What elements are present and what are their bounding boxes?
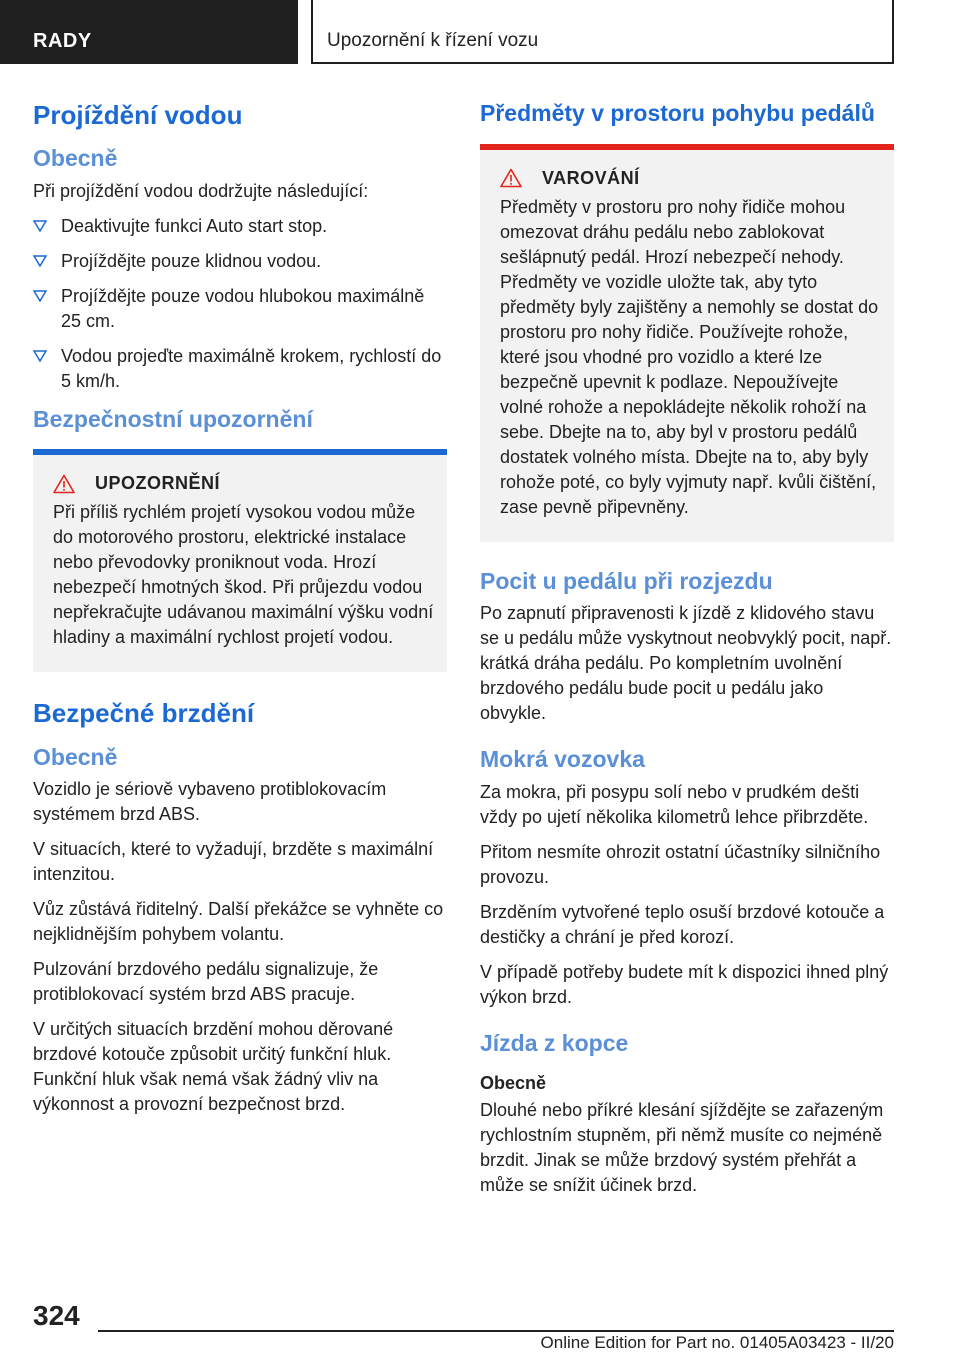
warning-triangle-icon	[500, 168, 522, 188]
footer-edition: Online Edition for Part no. 01405A03423 - II/20	[540, 1333, 894, 1352]
triangle-bullet-icon	[33, 290, 47, 302]
braking-paragraph: V situacích, které to vyžadují, brzděte s maximální intenzitou.	[33, 839, 434, 885]
wet-paragraph: Přitom nesmíte ohrozit ostatní účastníky silničního provozu.	[480, 841, 881, 887]
warning-label: VAROVÁNÍ	[542, 167, 640, 188]
notice-label: UPOZORNĚNÍ	[95, 473, 221, 494]
triangle-bullet-icon	[33, 255, 47, 267]
water-intro: Při projíždění vodou dodržujte následující:	[33, 180, 369, 201]
heading-wet-road: Mokrá vozovka	[480, 746, 645, 773]
subheading-general: Obecně	[33, 145, 118, 172]
water-bullet-list	[33, 214, 447, 394]
braking-paragraph: Pulzování brzdového pedálu signalizuje, že protiblokovací systém brzd ABS pracuje.	[33, 959, 379, 1005]
heading-safe-braking: Bezpečné brzdění	[33, 698, 255, 729]
heading-pedal-feel: Pocit u pedálu při rozjezdu	[480, 567, 773, 594]
notice-box	[33, 449, 447, 672]
triangle-bullet-icon	[33, 220, 47, 232]
braking-paragraph: Vozidlo je sériově vybaveno protiblokovacím systémem brzd ABS.	[33, 779, 387, 825]
subheading-safety-notice: Bezpečnostní upozornění	[33, 405, 313, 432]
subheading-downhill-general: Obecně	[480, 1073, 547, 1094]
right-column	[480, 100, 894, 1208]
header-section-tab	[0, 0, 298, 64]
triangle-bullet-icon	[33, 350, 47, 362]
left-column	[33, 100, 447, 1127]
wet-paragraph: Za mokra, při posypu solí nebo v prudkém dešti vždy po ujetí několika kilometrů lehce přibrzděte.	[480, 781, 869, 827]
heading-downhill: Jízda z kopce	[480, 1029, 629, 1056]
list-item: Projíždějte pouze vodou hlubokou maximálně 25 cm.	[33, 284, 447, 334]
braking-paragraph: Vůz zůstává řiditelný. Další překážce se vyhněte co nejklidnějším pohybem volantu.	[33, 899, 444, 945]
list-item: Deaktivujte funkci Auto start stop.	[33, 214, 447, 239]
pedal-feel-text: Po zapnutí připravenosti k jízdě z klidového stavu se u pedálu může vyskytnout neobvyklý pocit, např. krátká dráha pedálu. Po kompletním uvolnění brzdového pedálu bude pocit u pedálu jako obvykle.	[480, 603, 892, 724]
list-item: Projíždějte pouze klidnou vodou.	[33, 249, 447, 274]
wet-paragraph: Brzděním vytvořené teplo osuší brzdové kotouče a destičky a chrání je před korozí.	[480, 901, 885, 947]
heading-water-crossing: Projíždění vodou	[33, 100, 243, 130]
footer-divider	[98, 1330, 894, 1332]
notice-text: Při příliš rychlém projetí vysokou vodou může do motorového prostoru, elektrické instalace nebo převodovky proniknout voda. Hrozí nebezpečí hmotných škod. Při průjezdu vodou nepřekračujte udávanou maximální výšku vodní hladiny a maximální rychlost projetí vodou.	[53, 502, 434, 648]
page-number: 324	[33, 1300, 80, 1331]
braking-paragraph: V určitých situacích brzdění mohou děrované brzdové kotouče způsobit určitý funkční hluk. Funkční hluk však nemá však žádný vliv na výkonnost a provozní bezpečnost brzd.	[33, 1019, 394, 1115]
warning-box	[480, 144, 894, 542]
wet-paragraph: V případě potřeby budete mít k dispozici ihned plný výkon brzd.	[480, 961, 889, 1007]
heading-pedal-objects: Předměty v prostoru pohybu pedálů	[480, 100, 875, 126]
warning-triangle-icon	[53, 474, 75, 494]
warning-text: Předměty v prostoru pro nohy řidiče mohou omezovat dráhu pedálu nebo zablokovat sešlápnutý pedál. Hrozí nebezpečí nehody. Předměty ve vozidle uložte tak, aby tyto předměty byly zajištěny a nemohly se dostat do prostoru pro nohy řidiče. Používejte rohože, které jsou vhodné pro vozidlo a které lze bezpečně upevnit k podlaze. Nepoužívejte volné rohože a nepokládejte několik rohoží na sebe. Dbejte na to, aby byl v prostoru pedálů dostatek volného místa. Dbejte na to, aby byly rohože poté, co byly vyjmuty např. kvůli čištění, zase pevně připevněny.	[500, 196, 879, 517]
downhill-text: Dlouhé nebo příkré klesání sjíždějte se zařazeným rychlostním stupněm, při němž musíte co nejméně brzdit. Jinak se může brzdový systém přehřát a může se snížit účinek brzd.	[480, 1100, 884, 1196]
header-section-label: RADY	[33, 30, 92, 52]
list-item: Vodou projeďte maximálně krokem, rychlostí do 5 km/h.	[33, 344, 447, 394]
header-title-box	[311, 0, 894, 64]
subheading-general-2: Obecně	[33, 743, 118, 770]
header-title: Upozornění k řízení vozu	[327, 30, 539, 51]
